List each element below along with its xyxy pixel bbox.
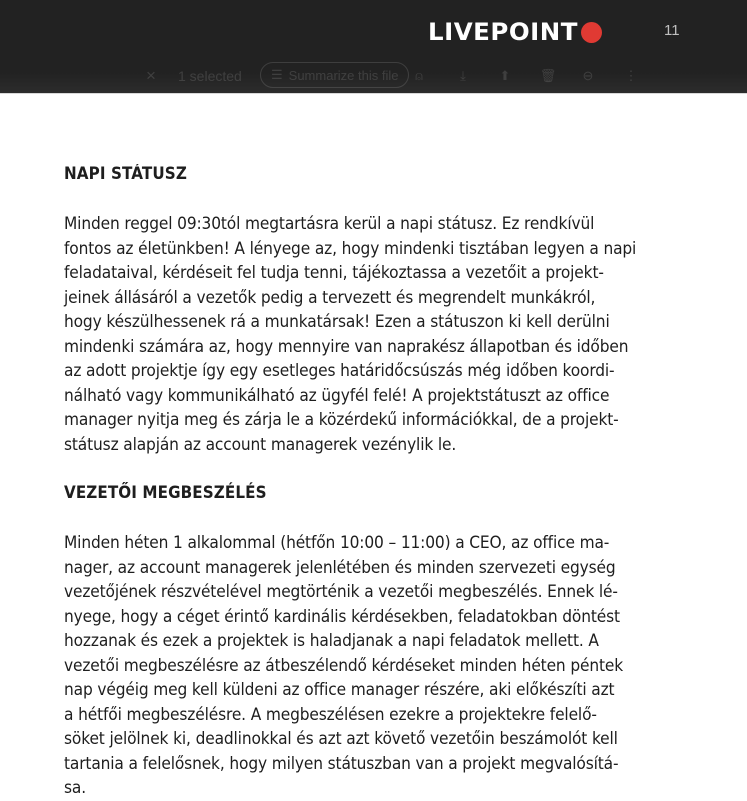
paragraph-line: státusz alapján az account managerek vezénylik le. <box>64 434 457 454</box>
page-number: 11 <box>664 22 680 39</box>
document-header <box>0 0 747 94</box>
summarize-file-button[interactable] <box>260 62 409 88</box>
paragraph-line: feladataival, kérdéseit fel tudja tenni, tájékoztassa a vezetőit a projekt- <box>64 263 604 282</box>
paragraph-line: az adott projektje így egy esetleges határidőcsúszás még időben koordi- <box>64 361 615 380</box>
paragraph-line: jeinek állásáról a vezetők pedig a tervezett és megrendelt munkákról, <box>64 287 596 307</box>
list-icon: ☰ <box>271 67 283 82</box>
paragraph-line: söket jelölnek ki, deadlinokkal és azt azt követő vezetőin beszámolót kell <box>64 729 618 748</box>
share-icon[interactable]: ⍝ <box>415 68 423 83</box>
paragraph-line: hozzanak és ezek a projektek is haladjanak a napi feladatok mellett. A <box>64 631 599 650</box>
summarize-file-label: Summarize this file <box>288 67 399 83</box>
paragraph-line: manager nyitja meg és zárja le a közérdekű információkkal, de a projekt- <box>64 410 619 429</box>
selected-count-label: 1 selected <box>178 68 242 84</box>
paragraph-line: Minden reggel 09:30tól megtartásra kerül a napi státusz. Ez rendkívül <box>64 214 595 233</box>
link-icon[interactable]: ⊖ <box>582 68 594 83</box>
section-paragraph-vezetoi-megbeszeles <box>64 531 684 801</box>
logo-text: LIVEPOINT <box>428 18 579 46</box>
more-options-icon[interactable]: ⋮ <box>624 68 638 83</box>
section-heading-vezetoi-megbeszeles: VEZETŐI MEGBESZÉLÉS <box>64 483 267 502</box>
document-body <box>64 160 684 801</box>
paragraph-line: Minden héten 1 alkalommal (hétfőn 10:00 – 11:00) a CEO, az office ma- <box>64 533 610 552</box>
paragraph-line: nyege, hogy a céget érintő kardinális kérdésekben, feladatokban döntést <box>64 606 620 626</box>
logo-dot-icon <box>581 22 602 43</box>
paragraph-line: nager, az account managerek jelenlétében és minden szervezeti egység <box>64 557 616 577</box>
delete-icon[interactable]: 🗑 <box>539 68 557 83</box>
paragraph-line: hogy készülhessenek rá a munkatársak! Ezen a státuszon ki kell derülni <box>64 312 610 331</box>
paragraph-line: nap végéig meg kell küldeni az office manager részére, aki előkészíti azt <box>64 680 615 699</box>
file-selection-toolbar <box>0 66 747 92</box>
close-selection-icon[interactable]: × <box>146 66 156 85</box>
paragraph-line: vezetői megbeszélésre az átbeszélendő kérdéseket minden héten péntek <box>64 655 624 675</box>
livepoint-logo <box>428 18 602 46</box>
section-heading-napi-statusz: NAPI STÁTUSZ <box>64 164 187 183</box>
move-icon[interactable]: ⬆ <box>499 68 511 83</box>
paragraph-line: sa. <box>64 778 86 797</box>
paragraph-line: vezetőjének részvételével megtörténik a vezetői megbeszélés. Ennek lé- <box>64 582 618 601</box>
paragraph-line: fontos az életünkben! A lényege az, hogy mindenki tisztában legyen a napi <box>64 238 637 258</box>
paragraph-line: a hétfői megbeszélésre. A megbeszélésen ezekre a projektekre felelő- <box>64 704 597 724</box>
section-paragraph-napi-statusz <box>64 212 684 457</box>
paragraph-line: mindenki számára az, hogy mennyire van naprakész állapotban és időben <box>64 336 629 356</box>
paragraph-line: nálható vagy kommunikálható az ügyfél felé! A projektstátuszt az office <box>64 385 610 405</box>
download-icon[interactable]: ⤓ <box>460 68 466 83</box>
paragraph-line: tartania a felelősnek, hogy milyen státuszban van a projekt megvalósítá- <box>64 753 619 773</box>
